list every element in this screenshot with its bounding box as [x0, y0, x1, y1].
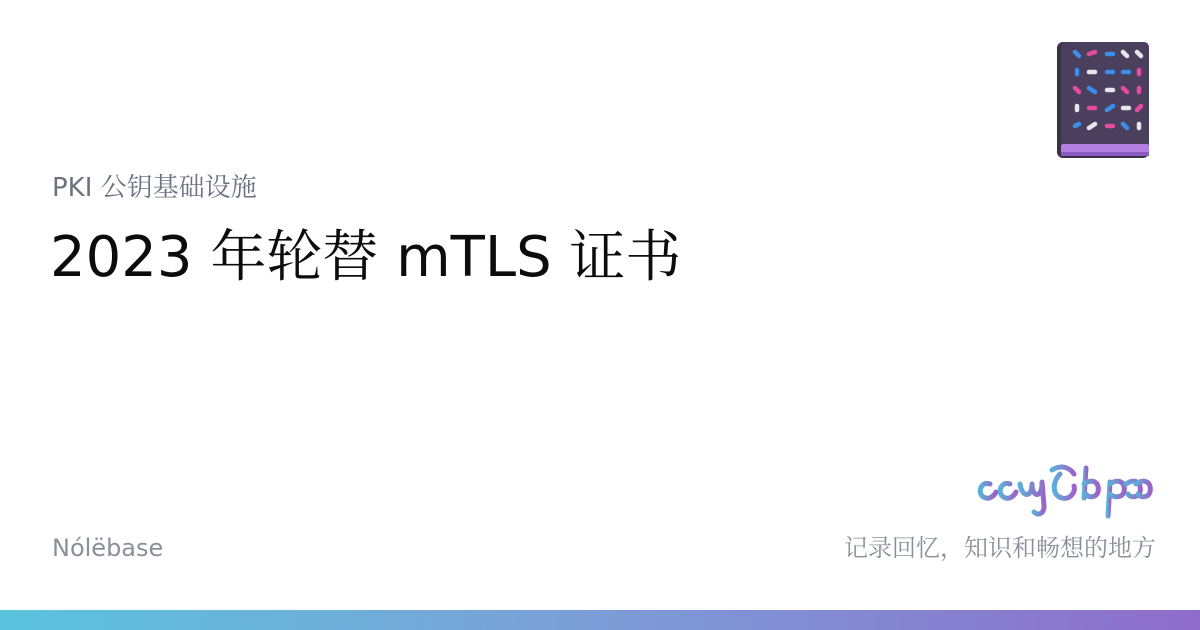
book-icon: [1055, 40, 1151, 160]
site-tagline: 记录回忆，知识和畅想的地方: [844, 534, 1156, 562]
gradient-bar: [0, 610, 1200, 630]
tengwar-logo: [970, 454, 1155, 526]
category-label: PKI 公钥基础设施: [52, 173, 257, 203]
page-title: 2023 年轮替 mTLS 证书: [50, 225, 682, 290]
site-name: Nólëbase: [52, 534, 164, 562]
